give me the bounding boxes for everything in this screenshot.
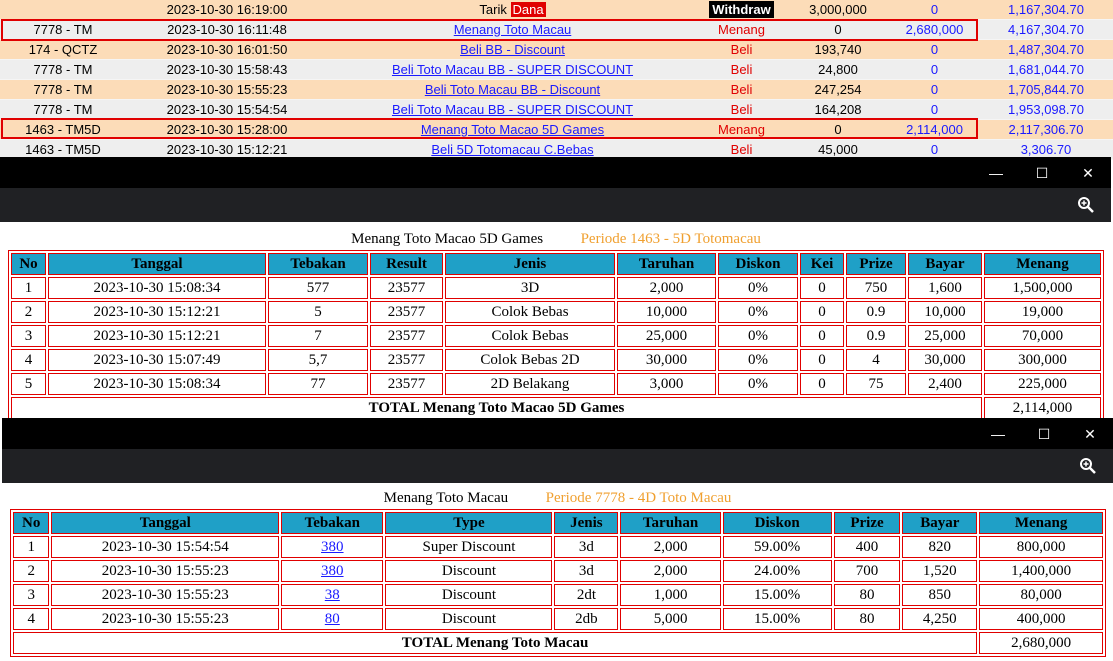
amount-cell: 164,208 [786, 100, 890, 120]
description-link[interactable]: Beli Toto Macau BB - Discount [328, 80, 697, 100]
table-cell: 0.9 [846, 325, 906, 347]
description-cell [328, 0, 697, 20]
table-cell: 4,250 [902, 608, 977, 630]
transaction-row [0, 40, 1113, 60]
amount-cell: 193,740 [786, 40, 890, 60]
total-label: TOTAL Menang Toto Macao 5D Games [11, 397, 982, 419]
table-cell: 2db [554, 608, 618, 630]
win-cell: 2,114,000 [890, 120, 979, 140]
column-header: Jenis [554, 512, 618, 534]
type-cell: Menang [697, 120, 786, 140]
table-cell: 850 [902, 584, 977, 606]
column-header: Prize [834, 512, 901, 534]
column-header: Jenis [445, 253, 615, 275]
table-cell: 23577 [370, 325, 443, 347]
table-row [11, 277, 1101, 299]
dana-badge: Dana [512, 2, 544, 17]
amount-cell: 45,000 [786, 140, 890, 160]
balance-cell: 1,953,098.70 [979, 100, 1113, 120]
table-cell: 23577 [370, 349, 443, 371]
table-cell: 30,000 [617, 349, 716, 371]
table-cell: 2023-10-30 15:08:34 [48, 277, 266, 299]
table-cell: 750 [846, 277, 906, 299]
table-cell: 2023-10-30 15:08:34 [48, 373, 266, 395]
table-cell: 2,000 [617, 277, 716, 299]
balance-cell: 1,167,304.70 [979, 0, 1113, 20]
table-cell: 3d [554, 536, 618, 558]
table-cell: 15.00% [723, 584, 832, 606]
user-cell: 7778 - TM [0, 20, 126, 40]
table-cell: 1,520 [902, 560, 977, 582]
table-cell: 0% [718, 349, 798, 371]
win-cell: 0 [890, 140, 979, 160]
table-cell: 2023-10-30 15:54:54 [51, 536, 279, 558]
type-cell: Beli [697, 60, 786, 80]
table-row [13, 536, 1103, 558]
table-cell: 70,000 [984, 325, 1101, 347]
type-cell: Beli [697, 40, 786, 60]
table-cell: 10,000 [617, 301, 716, 323]
table-cell: 80,000 [979, 584, 1103, 606]
window-toolbar [0, 188, 1111, 222]
withdraw-badge: Withdraw [709, 1, 773, 18]
column-header: No [13, 512, 49, 534]
table-cell: 1 [13, 536, 49, 558]
balance-cell: 2,117,306.70 [979, 120, 1113, 140]
table-cell: 2023-10-30 15:55:23 [51, 608, 279, 630]
type-cell: Menang [697, 20, 786, 40]
description-link[interactable]: Beli 5D Totomacau C.Bebas [328, 140, 697, 160]
table-row [13, 608, 1103, 630]
table-cell: 1,400,000 [979, 560, 1103, 582]
table-cell: Super Discount [385, 536, 552, 558]
table-row [11, 349, 1101, 371]
table-cell: 25,000 [617, 325, 716, 347]
amount-cell: 0 [786, 120, 890, 140]
table-cell: 1,500,000 [984, 277, 1101, 299]
description-link[interactable]: Menang Toto Macao 5D Games [328, 120, 697, 140]
table-cell: 820 [902, 536, 977, 558]
table-cell: 1 [11, 277, 46, 299]
periode-label: Periode 1463 - 5D Totomacau [580, 231, 761, 247]
table-cell: 3D [445, 277, 615, 299]
table-cell: 3 [11, 325, 46, 347]
column-header: Tanggal [48, 253, 266, 275]
description-prefix: Tarik [479, 2, 507, 17]
table-cell: 5,7 [268, 349, 368, 371]
table-cell: 23577 [370, 301, 443, 323]
column-header: Bayar [908, 253, 982, 275]
table-cell: 19,000 [984, 301, 1101, 323]
table-cell: 1,000 [620, 584, 720, 606]
total-value: 2,114,000 [984, 397, 1101, 419]
time-cell: 2023-10-30 15:54:54 [126, 100, 328, 120]
minimize-button[interactable]: — [991, 426, 1005, 442]
table-cell: 3d [554, 560, 618, 582]
result-caption [2, 490, 1113, 507]
redacted-mark [547, 237, 577, 243]
table-cell: 2023-10-30 15:55:23 [51, 560, 279, 582]
win-cell: 0 [890, 40, 979, 60]
table-cell: 4 [846, 349, 906, 371]
table-cell: 75 [846, 373, 906, 395]
balance-cell: 4,167,304.70 [979, 20, 1113, 40]
column-header: Taruhan [617, 253, 716, 275]
column-header: Bayar [902, 512, 977, 534]
table-cell: 0.9 [846, 301, 906, 323]
table-cell: 0% [718, 325, 798, 347]
highlight-box-5d-games [1, 118, 978, 139]
table-cell: 30,000 [908, 349, 982, 371]
result-caption [1, 231, 1111, 248]
win-cell: 0 [890, 60, 979, 80]
table-cell: 10,000 [908, 301, 982, 323]
table-cell: 3,000 [617, 373, 716, 395]
column-header: Tebakan [268, 253, 368, 275]
result-title: Menang Toto Macao 5D Games [351, 231, 544, 247]
table-cell: Colok Bebas [445, 301, 615, 323]
table-row [13, 584, 1103, 606]
result-title: Menang Toto Macau [383, 490, 509, 506]
table-cell: 2,000 [620, 536, 720, 558]
win-cell: 0 [890, 100, 979, 120]
column-header: Tanggal [51, 512, 279, 534]
column-header: Prize [846, 253, 906, 275]
column-header: Menang [984, 253, 1101, 275]
user-cell: 1463 - TM5D [0, 120, 126, 140]
close-button[interactable]: ✕ [1084, 426, 1096, 442]
user-cell: 174 - QCTZ [0, 40, 126, 60]
window-titlebar[interactable] [2, 418, 1113, 449]
table-cell [281, 536, 383, 558]
table-cell: 300,000 [984, 349, 1101, 371]
table-cell: Discount [385, 560, 552, 582]
table-row [13, 560, 1103, 582]
transaction-row [0, 60, 1113, 80]
table-cell: 24.00% [723, 560, 832, 582]
highlight-box-toto-macau [1, 19, 978, 41]
table-cell: 1,600 [908, 277, 982, 299]
balance-cell: 1,705,844.70 [979, 80, 1113, 100]
balance-cell: 1,681,044.70 [979, 60, 1113, 80]
win-detail-table [10, 509, 1106, 657]
table-cell: 2023-10-30 15:55:23 [51, 584, 279, 606]
tebakan-link[interactable]: 380 [321, 538, 344, 555]
table-cell [281, 584, 383, 606]
type-cell [697, 0, 786, 20]
table-row [11, 325, 1101, 347]
description-link[interactable]: Beli Toto Macau BB - SUPER DISCOUNT [328, 60, 697, 80]
column-header: Type [385, 512, 552, 534]
type-cell: Beli [697, 140, 786, 160]
balance-cell: 1,487,304.70 [979, 40, 1113, 60]
tebakan-link[interactable]: 380 [321, 562, 344, 579]
amount-cell: 247,254 [786, 80, 890, 100]
table-cell: 59.00% [723, 536, 832, 558]
redacted-mark [512, 496, 542, 502]
table-cell: 0 [800, 373, 844, 395]
table-cell: 400,000 [979, 608, 1103, 630]
column-header: No [11, 253, 46, 275]
transaction-row [0, 80, 1113, 100]
tebakan-link[interactable]: 80 [324, 610, 340, 627]
table-cell: 0% [718, 373, 798, 395]
user-cell: 7778 - TM [0, 80, 126, 100]
win-cell: 0 [890, 80, 979, 100]
table-cell: Colok Bebas [445, 325, 615, 347]
win-cell: 0 [890, 0, 979, 20]
amount-cell: 3,000,000 [786, 0, 890, 20]
user-cell: 1463 - TM5D [0, 140, 126, 160]
table-row [11, 301, 1101, 323]
minimize-button[interactable]: — [989, 165, 1003, 181]
table-cell: 5 [11, 373, 46, 395]
user-cell: 7778 - TM [0, 100, 126, 120]
user-cell: 7778 - TM [0, 60, 126, 80]
balance-cell: 3,306.70 [979, 140, 1113, 160]
table-cell: 2dt [554, 584, 618, 606]
amount-cell: 24,800 [786, 60, 890, 80]
column-header: Diskon [718, 253, 798, 275]
table-cell: 5 [268, 301, 368, 323]
table-cell: 7 [268, 325, 368, 347]
maximize-button[interactable]: ☐ [1035, 165, 1049, 181]
time-cell: 2023-10-30 16:11:48 [126, 20, 328, 40]
table-cell: 577 [268, 277, 368, 299]
table-cell: 23577 [370, 373, 443, 395]
column-header: Diskon [723, 512, 832, 534]
table-cell: 77 [268, 373, 368, 395]
column-header: Menang [979, 512, 1103, 534]
table-cell: 0 [800, 301, 844, 323]
user-cell [0, 0, 126, 20]
table-cell: 0% [718, 277, 798, 299]
table-cell: 25,000 [908, 325, 982, 347]
description-link[interactable]: Beli Toto Macau BB - SUPER DISCOUNT [328, 100, 697, 120]
time-cell: 2023-10-30 15:28:00 [126, 120, 328, 140]
table-cell: 80 [834, 608, 901, 630]
maximize-button[interactable]: ☐ [1037, 426, 1051, 442]
table-cell: 2,000 [620, 560, 720, 582]
column-header: Taruhan [620, 512, 720, 534]
table-cell [281, 560, 383, 582]
table-cell: 2,400 [908, 373, 982, 395]
table-cell: 15.00% [723, 608, 832, 630]
table-row [11, 373, 1101, 395]
table-cell: 23577 [370, 277, 443, 299]
popup-window-5d-games [0, 157, 1111, 419]
window-toolbar [2, 449, 1113, 483]
table-cell: 2023-10-30 15:12:21 [48, 325, 266, 347]
column-header: Tebakan [281, 512, 383, 534]
table-cell: Colok Bebas 2D [445, 349, 615, 371]
zoom-in-icon[interactable] [1077, 196, 1095, 214]
zoom-in-icon[interactable] [1079, 457, 1097, 475]
window-titlebar[interactable] [0, 157, 1111, 188]
time-cell: 2023-10-30 16:01:50 [126, 40, 328, 60]
popup-window-toto-macau [2, 418, 1113, 661]
table-cell: 0 [800, 349, 844, 371]
time-cell: 2023-10-30 15:12:21 [126, 140, 328, 160]
table-cell: 0 [800, 325, 844, 347]
transaction-row [0, 100, 1113, 120]
total-row [13, 632, 1103, 654]
amount-cell: 0 [786, 20, 890, 40]
periode-label: Periode 7778 - 4D Toto Macau [545, 490, 732, 506]
table-cell: 2023-10-30 15:07:49 [48, 349, 266, 371]
time-cell: 2023-10-30 15:55:23 [126, 80, 328, 100]
table-cell: 800,000 [979, 536, 1103, 558]
description-link[interactable]: Beli BB - Discount [328, 40, 697, 60]
table-cell: Discount [385, 608, 552, 630]
table-cell: 80 [834, 584, 901, 606]
close-button[interactable]: ✕ [1082, 165, 1094, 181]
table-cell: 2 [13, 560, 49, 582]
table-cell: 3 [13, 584, 49, 606]
win-detail-table [8, 250, 1104, 419]
time-cell: 2023-10-30 16:19:00 [126, 0, 328, 20]
table-cell: 0 [800, 277, 844, 299]
type-cell: Beli [697, 100, 786, 120]
table-cell [281, 608, 383, 630]
table-cell: 2D Belakang [445, 373, 615, 395]
type-cell: Beli [697, 80, 786, 100]
total-value: 2,680,000 [979, 632, 1103, 654]
table-cell: 225,000 [984, 373, 1101, 395]
win-cell: 2,680,000 [890, 20, 979, 40]
table-cell: Discount [385, 584, 552, 606]
total-label: TOTAL Menang Toto Macau [13, 632, 977, 654]
total-row [11, 397, 1101, 419]
column-header: Kei [800, 253, 844, 275]
table-cell: 4 [13, 608, 49, 630]
table-cell: 0% [718, 301, 798, 323]
table-cell: 5,000 [620, 608, 720, 630]
table-cell: 700 [834, 560, 901, 582]
table-cell: 2 [11, 301, 46, 323]
table-cell: 4 [11, 349, 46, 371]
table-cell: 400 [834, 536, 901, 558]
table-cell: 2023-10-30 15:12:21 [48, 301, 266, 323]
column-header: Result [370, 253, 443, 275]
time-cell: 2023-10-30 15:58:43 [126, 60, 328, 80]
description-link[interactable]: Menang Toto Macau [328, 20, 697, 40]
transaction-row [0, 0, 1113, 20]
tebakan-link[interactable]: 38 [324, 586, 340, 603]
